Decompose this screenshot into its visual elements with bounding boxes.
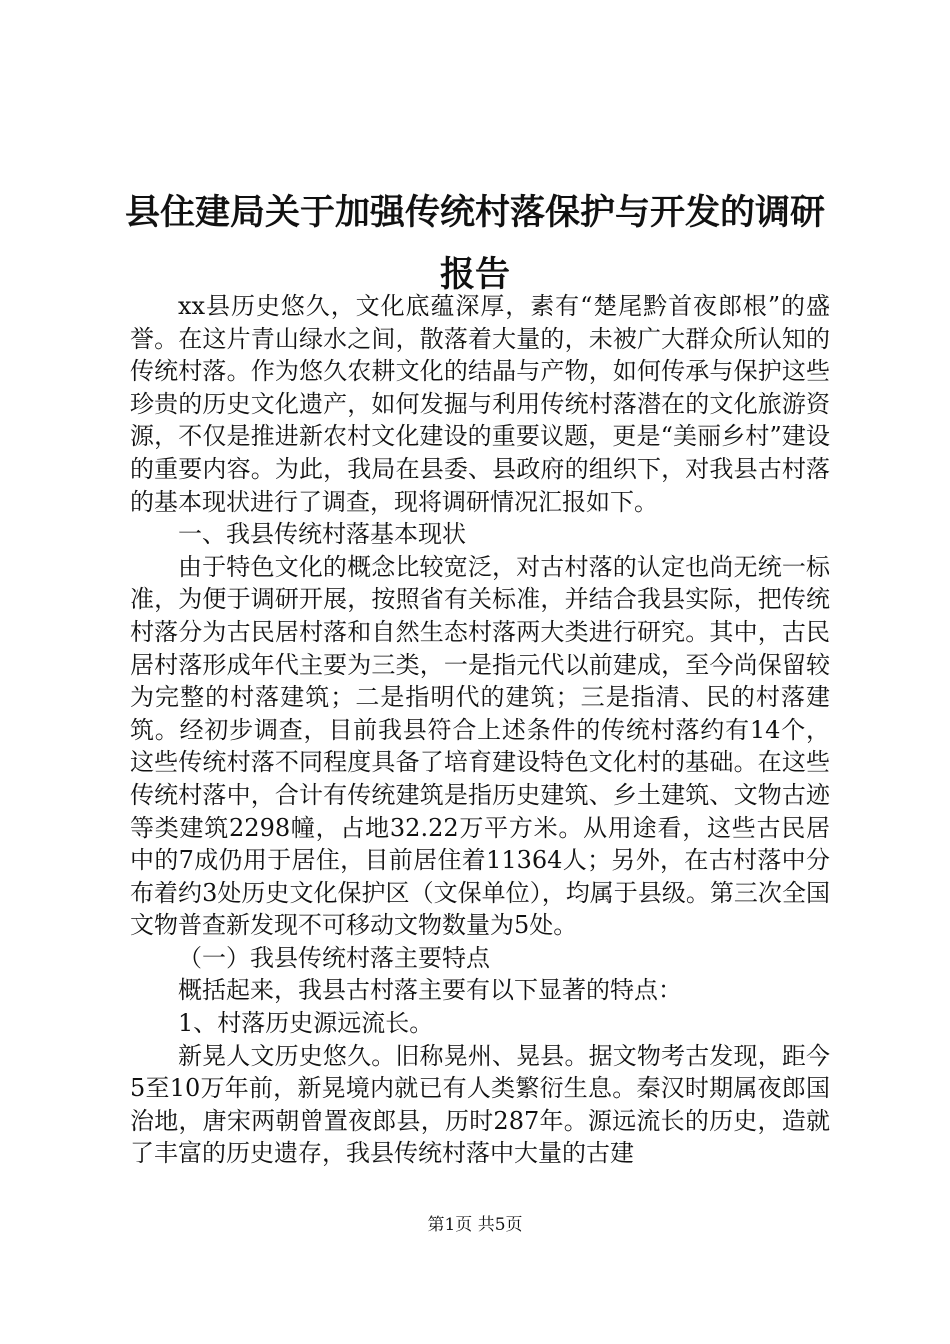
paragraph-status: 由于特色文化的概念比较宽泛，对古村落的认定也尚无统一标准，为便于调研开展，按照省有关标准，并结合我县实际，把传统村落分为古民居村落和自然生态村落两大类进行研究。其中，古民居村落形成年代主要为三类，一是指元代以前建成，至今尚保留较为完整的村落建筑；二是指明代的建筑；三是指清、民的村落建筑。经初步调查，目前我县符合上述条件的传统村落约有14个，这些传统村落不同程度具备了培育建设特色文化村的基础。在这些传统村落中，合计有传统建筑是指历史建筑、乡土建筑、文物古迹等类建筑2298幢，占地32.22万平方米。从用途看，这些古民居中的7成仍用于居住，目前居住着11364人；另外，在古村落中分布着约3处历史文化保护区（文保单位），均属于县级。第三次全国文物普查新发现不可移动文物数量为5处。 (130, 552, 830, 940)
document-title-line-2: 报告 (439, 255, 510, 295)
paragraph-history: 新晃人文历史悠久。旧称晃州、晃县。据文物考古发现，距今5至10万年前，新晃境内就已有人类繁衍生息。秦汉时期属夜郎国治地，唐宋两朝曾置夜郎县，历时287年。源远流长的历史，造就了丰富的历史遗存，我县传统村落中大量的古建 (130, 1041, 830, 1168)
paragraph-intro: xx县历史悠久，文化底蕴深厚，素有“楚尾黔首夜郎根”的盛誉。在这片青山绿水之间，散落着大量的，未被广大群众所认知的传统村落。作为悠久农耕文化的结晶与产物，如何传承与保护这些珍贵的历史文化遗产，如何发掘与利用传统村落潜在的文化旅游资源，不仅是推进新农村文化建设的重要议题，更是“美丽乡村”建设的重要内容。为此，我局在县委、县政府的组织下，对我县古村落的基本现状进行了调查，现将调研情况汇报如下。 (130, 292, 830, 516)
document-body (130, 290, 830, 1170)
section-heading-1: 一、我县传统村落基本现状 (178, 520, 466, 549)
document-title (100, 182, 850, 306)
page-number: 第1页 共5页 (427, 1215, 523, 1235)
list-item-heading-1: 1、村落历史源远流长。 (178, 1009, 434, 1038)
subsection-heading-1: （一）我县传统村落主要特点 (178, 943, 490, 972)
document-title-line-1: 县住建局关于加强传统村落保护与开发的调研 (124, 193, 825, 233)
paragraph-summary: 概括起来，我县古村落主要有以下显著的特点： (178, 976, 682, 1005)
